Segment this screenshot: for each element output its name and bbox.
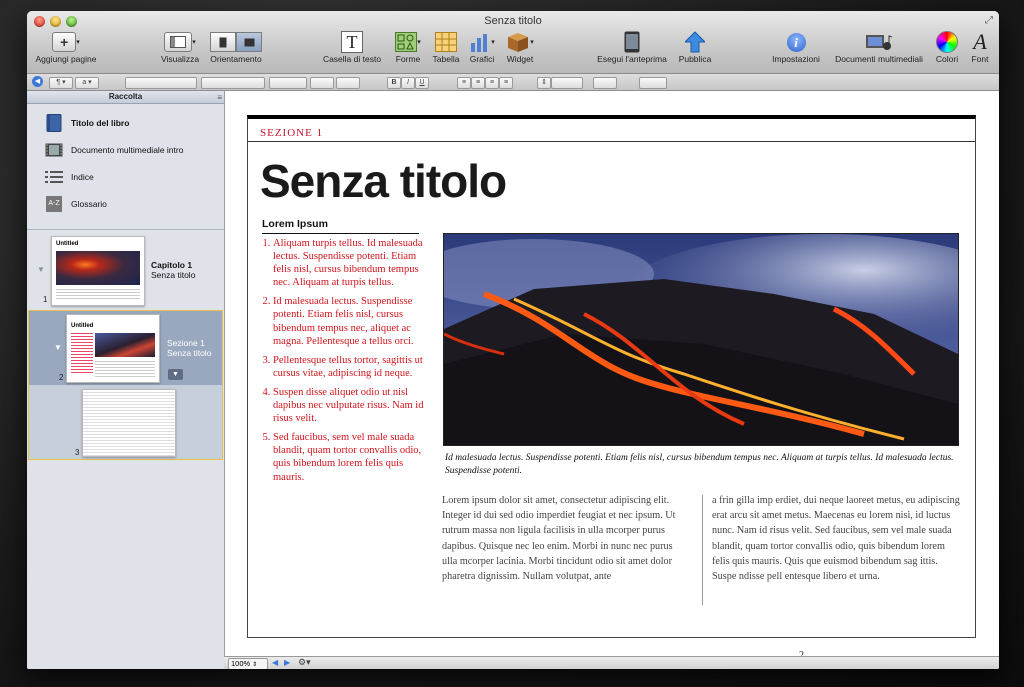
fullscreen-icon[interactable]: ⤢ bbox=[985, 15, 993, 26]
window-title: Senza titolo bbox=[484, 15, 542, 27]
table-button[interactable] bbox=[431, 31, 461, 64]
media-label: Documenti multimediali bbox=[835, 54, 923, 64]
ipad-icon bbox=[624, 31, 640, 53]
publish-arrow-icon bbox=[685, 31, 705, 53]
chapter-thumbnail[interactable] bbox=[51, 236, 145, 306]
align-justify-icon[interactable]: ≡ bbox=[499, 77, 513, 89]
gear-icon[interactable]: ⚙▾ bbox=[298, 657, 311, 667]
italic-button[interactable]: I bbox=[401, 77, 415, 89]
selected-section[interactable] bbox=[28, 310, 223, 460]
line-spacing-icon[interactable]: ⇕ bbox=[537, 77, 551, 89]
media-icon bbox=[866, 33, 892, 51]
numbered-list[interactable] bbox=[262, 237, 433, 490]
page-number: 2 bbox=[59, 373, 64, 382]
chapter-label bbox=[151, 260, 195, 280]
align-right-icon[interactable]: ≡ bbox=[485, 77, 499, 89]
textbox-button[interactable] bbox=[321, 31, 383, 64]
sidebar-item-index[interactable] bbox=[45, 167, 94, 187]
next-page-icon[interactable]: ▶ bbox=[284, 658, 291, 667]
status-bar bbox=[224, 656, 999, 669]
section-menu-button[interactable]: ▼ bbox=[168, 369, 183, 380]
sidebar-item-book-title[interactable] bbox=[45, 113, 129, 133]
add-pages-label: Aggiungi pagine bbox=[35, 54, 97, 64]
sidebar-header bbox=[27, 91, 224, 104]
table-label: Tabella bbox=[432, 54, 460, 64]
orientation-label: Orientamento bbox=[210, 54, 262, 64]
shapes-button[interactable]: ▾ Forme bbox=[393, 31, 423, 64]
list-item: 1. Aliquam turpis tellus. Id malesuada lectus. Suspendisse potenti. Etiam felis nisl, cursus bibendum tempus nec. Aliquam at turpis tellus. bbox=[273, 237, 433, 289]
publish-label: Pubblica bbox=[678, 54, 712, 64]
disclosure-triangle-icon[interactable]: ▼ bbox=[37, 265, 45, 274]
list-icon bbox=[45, 168, 63, 186]
character-style-popup[interactable]: a ▾ bbox=[75, 77, 99, 89]
bold-button[interactable]: B bbox=[387, 77, 401, 89]
plus-icon: + bbox=[52, 32, 76, 52]
page[interactable] bbox=[247, 115, 976, 638]
font-family-popup[interactable] bbox=[125, 77, 197, 89]
section-title: Sezione 1 bbox=[167, 338, 205, 348]
portrait-orientation-icon[interactable] bbox=[210, 32, 236, 52]
charts-label: Grafici bbox=[469, 54, 495, 64]
align-center-icon[interactable]: ≡ bbox=[471, 77, 485, 89]
thumbnail-text-lines bbox=[71, 333, 93, 373]
body-text-column-2[interactable]: a frin gilla imp erdiet, dui neque laoreet metus, eu adipiscing erat arcu sit amet metus. Maecenas eu lorem nisi, id luctus nunc. Nam id risus velit. Sed faucibus, sem vel male suada blandit, quam tortor convallis odio, quis bibendum lorem felis quis mauris. Quis que euismod bibendum sag ittis. Suspe ndisse pell entesque libero et urna. bbox=[712, 495, 960, 583]
heading-rule bbox=[262, 233, 419, 234]
book-icon bbox=[45, 114, 63, 132]
info-icon: i bbox=[787, 33, 806, 52]
view-label: Visualizza bbox=[160, 54, 200, 64]
page-title[interactable]: Senza titolo bbox=[260, 155, 507, 207]
sidebar-item-label: Titolo del libro bbox=[71, 118, 130, 128]
film-icon bbox=[45, 141, 63, 159]
page-3-thumbnail[interactable] bbox=[82, 389, 176, 457]
landscape-orientation-icon[interactable] bbox=[236, 32, 262, 52]
preview-button[interactable] bbox=[595, 31, 669, 64]
view-icon bbox=[164, 32, 192, 52]
colors-label: Colori bbox=[935, 54, 959, 64]
glossary-icon: A-Z bbox=[45, 195, 63, 213]
font-typeface-popup[interactable] bbox=[201, 77, 265, 89]
table-icon bbox=[435, 32, 457, 52]
thumbnail-image bbox=[95, 333, 155, 357]
section-label[interactable]: SEZIONE 1 bbox=[260, 127, 324, 139]
list-style-popup[interactable] bbox=[639, 77, 667, 89]
sidebar bbox=[27, 91, 225, 669]
underline-button[interactable]: U bbox=[415, 77, 429, 89]
orientation-control[interactable] bbox=[205, 31, 267, 64]
font-size-popup[interactable] bbox=[269, 77, 307, 89]
page-number: 1 bbox=[43, 295, 48, 304]
textbox-icon: T bbox=[341, 31, 363, 53]
sidebar-header-label: Raccolta bbox=[108, 92, 143, 101]
sidebar-item-intro-media[interactable] bbox=[45, 140, 183, 160]
thumbnail-image bbox=[56, 251, 140, 285]
section-rule bbox=[248, 141, 975, 142]
sidebar-item-glossary[interactable] bbox=[45, 194, 107, 214]
align-left-icon[interactable]: ≡ bbox=[457, 77, 471, 89]
list-item: 2. Id malesuada lectus. Suspendisse potenti. Etiam felis nisl, cursus bibendum tempus nec, aliquet ac magna. Pellentesque a tellus orci. bbox=[273, 295, 433, 347]
settings-button[interactable] bbox=[767, 31, 825, 64]
publish-button[interactable] bbox=[673, 31, 717, 64]
thumbnail-text-lines bbox=[56, 289, 140, 301]
view-button[interactable]: ▾ Visualizza bbox=[157, 31, 203, 64]
previous-page-icon[interactable]: ◀ bbox=[272, 658, 279, 667]
widget-button[interactable]: ▾ Widget bbox=[505, 31, 535, 64]
toolbar bbox=[27, 11, 999, 74]
shapes-label: Forme bbox=[395, 54, 421, 64]
shapes-icon bbox=[395, 32, 417, 52]
column-divider bbox=[702, 495, 703, 605]
body-text-column-1[interactable]: Lorem ipsum dolor sit amet, consectetur adipiscing elit. Integer id dui sed odio imperdiet feugiat et nec ipsum. Ut rutrum massa non ligula facilisis in ulla mcorper purus dapibus. Quisque nec leo enim. Morbi in nunc nec purus ulla mcorper lacinia. Morbi tincidunt odio sit amet dolor pharetra dignissim. Nullam volutpat, ante bbox=[442, 495, 676, 583]
font-icon: A bbox=[973, 29, 987, 54]
chart-icon bbox=[469, 32, 491, 52]
settings-label: Impostazioni bbox=[772, 54, 820, 64]
app-window bbox=[27, 11, 999, 669]
document-canvas[interactable] bbox=[225, 91, 999, 656]
list-item: 4. Suspen disse aliquet odio ut nisl dapibus nec vulputate risus. Nam id risus velit. bbox=[273, 386, 433, 425]
widget-box-icon bbox=[506, 31, 530, 53]
character-style-value: a bbox=[82, 79, 87, 86]
widget-label: Widget bbox=[506, 54, 534, 64]
format-bar bbox=[27, 74, 999, 91]
section-label bbox=[167, 338, 211, 358]
charts-button[interactable]: ▾ Grafici bbox=[467, 31, 497, 64]
sidebar-item-label: Documento multimediale intro bbox=[71, 145, 184, 155]
sidebar-divider bbox=[27, 229, 224, 230]
lava-photo[interactable] bbox=[443, 233, 959, 446]
sidebar-resize-icon[interactable]: ≡ bbox=[217, 93, 222, 102]
thumbnail-title: Untitled bbox=[71, 323, 94, 329]
thumbnail-title: Untitled bbox=[56, 241, 79, 247]
color-wheel-icon bbox=[936, 31, 958, 53]
zoom-popup[interactable]: 100% ⇕ bbox=[228, 658, 268, 669]
paragraph-style-popup[interactable]: ¶ ▾ bbox=[49, 77, 73, 89]
media-button[interactable] bbox=[829, 31, 929, 64]
list-item: 3. Pellentesque tellus tortor, sagittis ut cursus vitae, adipiscing id neque. bbox=[273, 354, 433, 380]
navigation-back-icon[interactable]: ◀ bbox=[32, 76, 43, 87]
colors-button[interactable] bbox=[933, 31, 961, 64]
chapter-title: Capitolo 1 bbox=[151, 260, 193, 270]
section-thumbnail[interactable] bbox=[66, 314, 160, 383]
thumbnail-text-lines bbox=[95, 361, 155, 377]
paragraph-style-value: ¶ bbox=[56, 79, 61, 86]
add-pages-button[interactable]: + ▾ Aggiungi pagine bbox=[35, 34, 97, 64]
sidebar-heading[interactable]: Lorem Ipsum bbox=[262, 218, 328, 230]
list-item: 5. Sed faucibus, sem vel male suada blandit, quam tortor convallis odio, quis bibendum lorem felis quis mauris. bbox=[273, 431, 433, 483]
columns-popup[interactable] bbox=[593, 77, 617, 89]
fonts-button[interactable] bbox=[965, 31, 995, 64]
sidebar-item-label: Glossario bbox=[71, 199, 107, 209]
line-spacing-popup[interactable] bbox=[551, 77, 583, 89]
textbox-label: Casella di testo bbox=[322, 54, 382, 64]
page-number: 3 bbox=[75, 448, 80, 457]
chapter-subtitle: Senza titolo bbox=[151, 270, 196, 280]
disclosure-triangle-icon[interactable]: ▼ bbox=[54, 343, 62, 352]
zoom-value: 100% bbox=[231, 659, 251, 668]
text-color-well[interactable] bbox=[310, 77, 334, 89]
photo-caption[interactable]: Id malesuada lectus. Suspendisse potenti. Etiam felis nisl, cursus bibendum tempus nec. Aliquam at turpis tellus. Id malesuada lectus. Suspendisse potenti. bbox=[445, 453, 954, 476]
fonts-label: Font bbox=[971, 54, 989, 64]
sidebar-item-label: Indice bbox=[71, 172, 94, 182]
highlight-color-well[interactable] bbox=[336, 77, 360, 89]
preview-label: Esegui l'anteprima bbox=[597, 54, 667, 64]
section-subtitle: Senza titolo bbox=[167, 348, 212, 358]
